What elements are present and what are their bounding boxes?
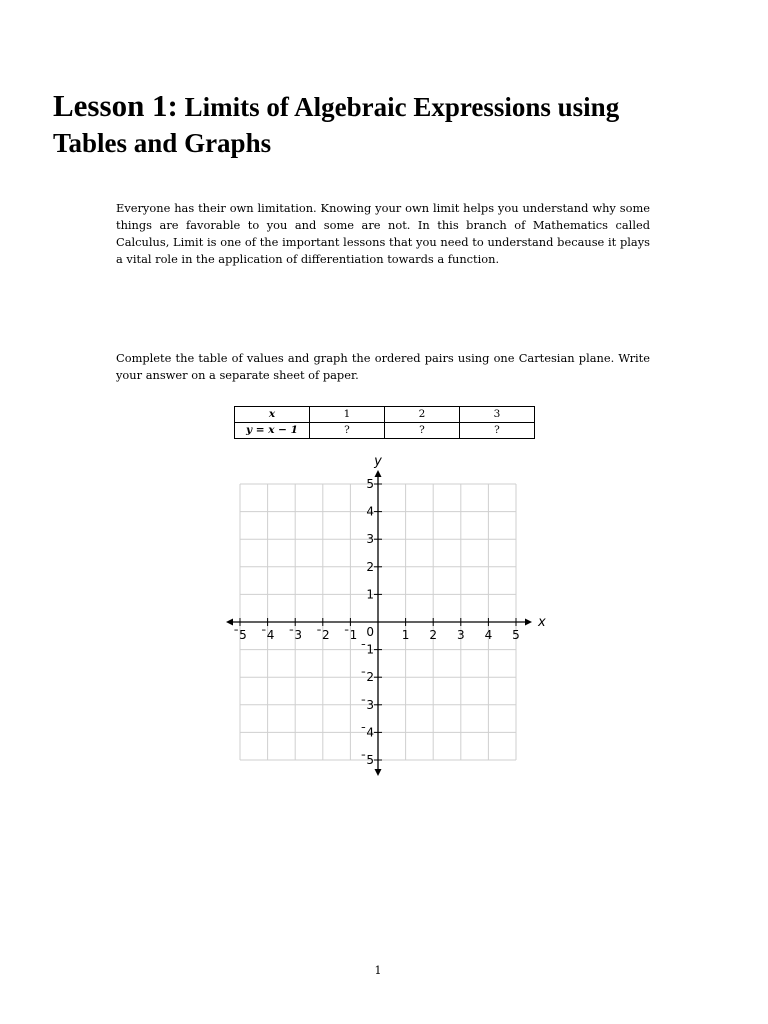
origin-label: 0 (366, 625, 374, 639)
y-axis-up-arrow-icon (375, 470, 382, 477)
x-tick-label: ˉ3 (288, 628, 303, 642)
x-axis-left-arrow-icon (226, 619, 233, 626)
y-tick-label: 3 (366, 532, 374, 547)
y-tick-label: 1 (366, 587, 374, 602)
y-axis-label: y (374, 454, 382, 469)
y-tick-label: ˉ4 (360, 725, 374, 740)
y-tick-label: 4 (366, 504, 374, 519)
table-header-x: x (235, 407, 310, 423)
y-tick-label: ˉ1 (360, 642, 374, 657)
y-tick-label: 5 (366, 477, 374, 491)
x-tick-label: 4 (484, 628, 493, 642)
table-cell-y-2: ? (385, 423, 460, 439)
table-cell-x-3: 3 (460, 407, 535, 423)
intro-paragraph: Everyone has their own limitation. Knowing your own limit helps you understand why some things are favorable to you and some are not. In this branch of Mathematics called Calculus, Limit is one of the important lessons that you need to understand because it plays a vital role in the application of differentiation towards a function. (116, 201, 650, 266)
x-tick-label: 2 (429, 628, 438, 642)
x-tick-label: 1 (401, 628, 410, 642)
y-axis-down-arrow-icon (375, 769, 382, 776)
x-tick-label: 5 (512, 628, 520, 642)
x-axis-right-arrow-icon (525, 619, 532, 626)
table-cell-y-1: ? (310, 423, 385, 439)
x-tick-label: ˉ5 (233, 628, 247, 642)
page-number: 1 (374, 964, 382, 977)
x-tick-label: ˉ4 (260, 628, 275, 642)
x-axis-label: x (538, 615, 546, 630)
lesson-title-text: Limits of Algebraic Expressions using Tables and Graphs (53, 92, 620, 158)
y-tick-label: ˉ3 (360, 697, 374, 712)
y-tick-label: 2 (366, 559, 374, 574)
table-cell-x-2: 2 (385, 407, 460, 423)
table-cell-x-1: 1 (310, 407, 385, 423)
y-tick-label: ˉ2 (360, 670, 374, 685)
table-cell-y-3: ? (460, 423, 535, 439)
table-header-y: y = x − 1 (235, 423, 310, 439)
y-tick-label: ˉ5 (360, 753, 374, 767)
x-tick-label: ˉ2 (315, 628, 330, 642)
lesson-label: Lesson 1: (53, 88, 178, 123)
x-tick-label: ˉ1 (343, 628, 358, 642)
x-tick-label: 3 (456, 628, 465, 642)
instruction-paragraph: Complete the table of values and graph the ordered pairs using one Cartesian plane. Write your answer on a separate sheet of paper. (116, 351, 650, 382)
